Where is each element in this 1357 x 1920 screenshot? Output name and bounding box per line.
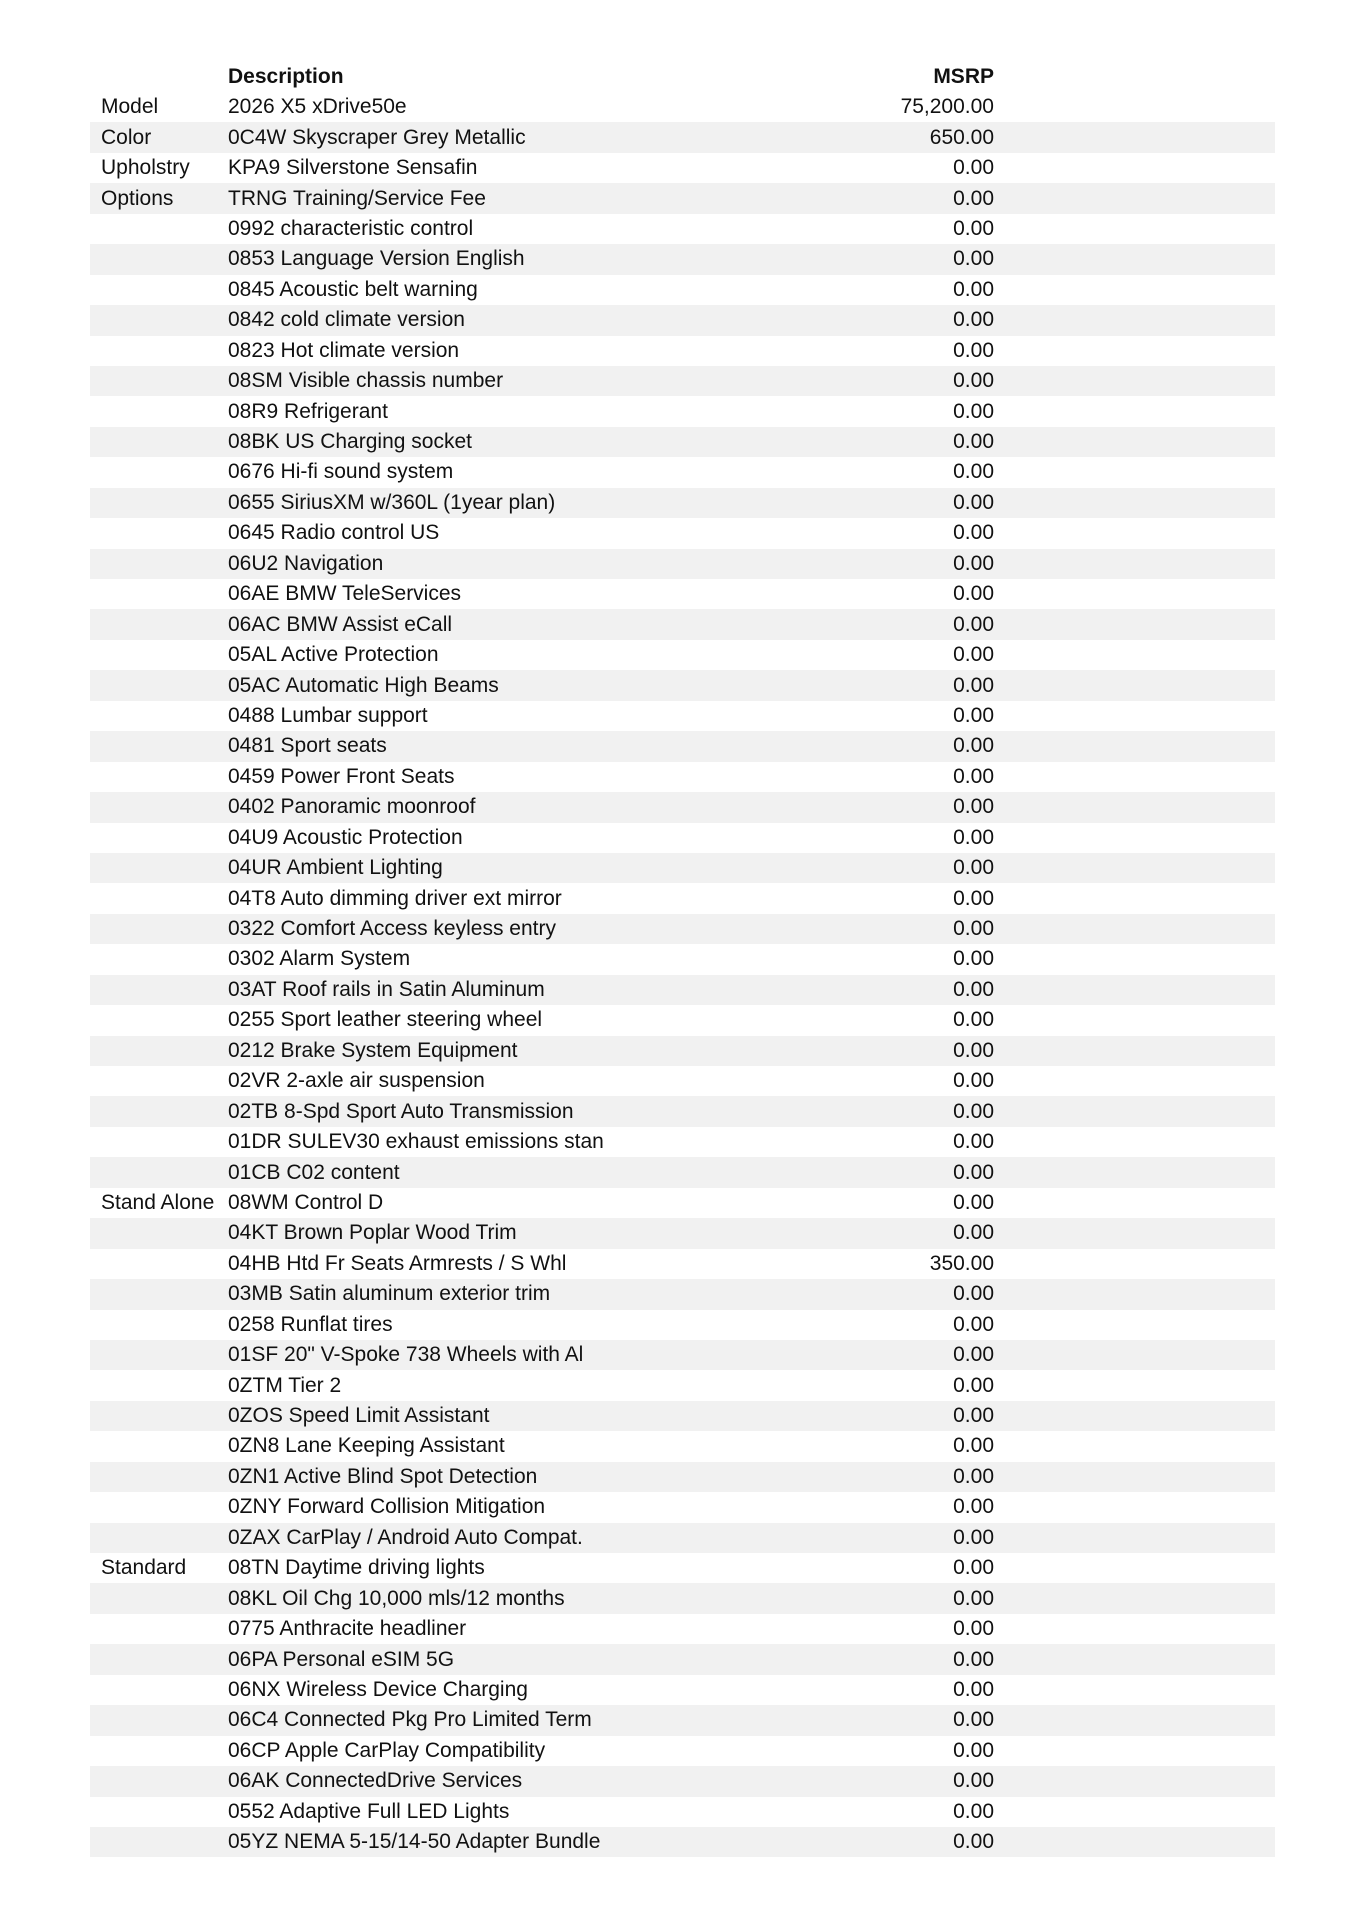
- row-description: 0842 cold climate version: [228, 308, 465, 332]
- row-msrp: 0.00: [953, 703, 994, 727]
- table-row: [90, 488, 1275, 518]
- table-row: [90, 579, 1275, 609]
- row-description: TRNG Training/Service Fee: [228, 186, 486, 210]
- table-row: [90, 1218, 1275, 1248]
- row-msrp: 0.00: [953, 1464, 994, 1488]
- table-row: [90, 1736, 1275, 1766]
- row-description: 06CP Apple CarPlay Compatibility: [228, 1738, 546, 1762]
- row-description: 0ZN8 Lane Keeping Assistant: [228, 1434, 505, 1458]
- row-description: 0ZOS Speed Limit Assistant: [228, 1404, 490, 1428]
- row-description: 08SM Visible chassis number: [228, 369, 504, 393]
- msrp-header: MSRP: [933, 65, 994, 88]
- row-msrp: 0.00: [953, 460, 994, 484]
- row-msrp: 0.00: [953, 1343, 994, 1367]
- row-msrp: 0.00: [953, 399, 994, 423]
- table-row: [90, 549, 1275, 579]
- row-msrp: 0.00: [953, 1069, 994, 1093]
- row-category: Color: [101, 125, 152, 149]
- row-description: 04UR Ambient Lighting: [228, 856, 443, 880]
- row-msrp: 0.00: [953, 856, 994, 880]
- row-msrp: 0.00: [953, 1830, 994, 1854]
- table-row: [90, 457, 1275, 487]
- row-description: 0459 Power Front Seats: [228, 764, 455, 788]
- row-description: 02TB 8-Spd Sport Auto Transmission: [228, 1099, 574, 1123]
- row-description: 05AL Active Protection: [228, 643, 439, 667]
- row-msrp: 650.00: [929, 125, 994, 149]
- row-description: 0845 Acoustic belt warning: [228, 277, 478, 301]
- table-row: [90, 1583, 1275, 1613]
- row-description: 08R9 Refrigerant: [228, 399, 388, 423]
- table-row: [90, 1036, 1275, 1066]
- row-description: 0212 Brake System Equipment: [228, 1038, 518, 1062]
- table-row: [90, 914, 1275, 944]
- table-row: [90, 122, 1275, 152]
- table-row: [90, 1188, 1275, 1218]
- row-description: 0302 Alarm System: [228, 947, 411, 971]
- table-row: [90, 1401, 1275, 1431]
- row-msrp: 0.00: [953, 1312, 994, 1336]
- row-description: 06AC BMW Assist eCall: [228, 612, 453, 636]
- row-msrp: 0.00: [953, 369, 994, 393]
- row-description: 04T8 Auto dimming driver ext mirror: [228, 886, 562, 910]
- row-description: 0775 Anthracite headliner: [228, 1617, 467, 1641]
- row-msrp: 0.00: [953, 612, 994, 636]
- table-row: [90, 1553, 1275, 1583]
- row-msrp: 0.00: [953, 1647, 994, 1671]
- row-description: 06U2 Navigation: [228, 551, 384, 575]
- row-category: Options: [101, 186, 174, 210]
- table-row: [90, 762, 1275, 792]
- row-description: 0ZN1 Active Blind Spot Detection: [228, 1464, 538, 1488]
- row-msrp: 0.00: [953, 582, 994, 606]
- row-description: 03MB Satin aluminum exterior trim: [228, 1282, 551, 1306]
- row-description: 0255 Sport leather steering wheel: [228, 1008, 543, 1032]
- row-description: 2026 X5 xDrive50e: [228, 95, 407, 119]
- row-description: 0992 characteristic control: [228, 216, 474, 240]
- row-msrp: 0.00: [953, 1525, 994, 1549]
- table-row: [90, 1766, 1275, 1796]
- row-msrp: 0.00: [953, 338, 994, 362]
- row-msrp: 0.00: [953, 216, 994, 240]
- table-row: [90, 1340, 1275, 1370]
- row-description: 0823 Hot climate version: [228, 338, 460, 362]
- table-row: [90, 1675, 1275, 1705]
- row-msrp: 0.00: [953, 1769, 994, 1793]
- row-description: 02VR 2-axle air suspension: [228, 1069, 485, 1093]
- row-description: 0ZAX CarPlay / Android Auto Compat.: [228, 1525, 583, 1549]
- row-msrp: 75,200.00: [900, 95, 994, 119]
- table-row: [90, 1431, 1275, 1461]
- table-row: [90, 183, 1275, 213]
- row-category: Standard: [101, 1556, 187, 1580]
- row-msrp: 0.00: [953, 247, 994, 271]
- row-description: 0853 Language Version English: [228, 247, 525, 271]
- row-description: 06C4 Connected Pkg Pro Limited Term: [228, 1708, 592, 1732]
- row-category: Model: [101, 95, 159, 119]
- row-msrp: 0.00: [953, 156, 994, 180]
- table-row: [90, 1310, 1275, 1340]
- table-row: [90, 701, 1275, 731]
- table-row: [90, 731, 1275, 761]
- table-row: [90, 244, 1275, 274]
- row-description: 01SF 20" V-Spoke 738 Wheels with Al: [228, 1343, 584, 1367]
- row-msrp: 0.00: [953, 734, 994, 758]
- row-description: 0676 Hi-fi sound system: [228, 460, 454, 484]
- row-description: 08WM Control D: [228, 1190, 384, 1214]
- table-row: [90, 1066, 1275, 1096]
- row-description: 0C4W Skyscraper Grey Metallic: [228, 125, 526, 149]
- description-header: Description: [228, 65, 344, 88]
- row-description: 0ZNY Forward Collision Mitigation: [228, 1495, 546, 1519]
- table-row: [90, 366, 1275, 396]
- row-description: 04HB Htd Fr Seats Armrests / S Whl: [228, 1251, 567, 1275]
- row-category: Stand Alone: [101, 1190, 215, 1214]
- table-row: [90, 1827, 1275, 1857]
- table-row: [90, 1797, 1275, 1827]
- row-msrp: 0.00: [953, 430, 994, 454]
- table-row: [90, 518, 1275, 548]
- table-row: [90, 1492, 1275, 1522]
- table-row: [90, 1523, 1275, 1553]
- row-description: 0655 SiriusXM w/360L (1year plan): [228, 490, 556, 514]
- row-description: 08TN Daytime driving lights: [228, 1556, 485, 1580]
- table-row: [90, 1462, 1275, 1492]
- row-description: 06AK ConnectedDrive Services: [228, 1769, 523, 1793]
- row-msrp: 0.00: [953, 825, 994, 849]
- row-msrp: 0.00: [953, 1038, 994, 1062]
- row-description: 0258 Runflat tires: [228, 1312, 393, 1336]
- table-row: [90, 153, 1275, 183]
- table-row: [90, 609, 1275, 639]
- row-description: 01CB C02 content: [228, 1160, 400, 1184]
- row-description: 0ZTM Tier 2: [228, 1373, 342, 1397]
- row-msrp: 0.00: [953, 1434, 994, 1458]
- row-msrp: 0.00: [953, 308, 994, 332]
- row-description: 0552 Adaptive Full LED Lights: [228, 1799, 510, 1823]
- row-description: 06AE BMW TeleServices: [228, 582, 462, 606]
- table-row: [90, 1279, 1275, 1309]
- price-sheet: [90, 62, 1275, 1857]
- row-category: Upholstry: [101, 156, 190, 180]
- row-description: 04U9 Acoustic Protection: [228, 825, 463, 849]
- table-row: [90, 1005, 1275, 1035]
- table-row: [90, 792, 1275, 822]
- row-description: 05YZ NEMA 5-15/14-50 Adapter Bundle: [228, 1830, 601, 1854]
- row-description: 0322 Comfort Access keyless entry: [228, 917, 556, 941]
- row-description: 08KL Oil Chg 10,000 mls/12 months: [228, 1586, 565, 1610]
- row-msrp: 0.00: [953, 1099, 994, 1123]
- row-msrp: 0.00: [953, 886, 994, 910]
- table-row: [90, 1096, 1275, 1126]
- table-row: [90, 975, 1275, 1005]
- row-msrp: 0.00: [953, 1221, 994, 1245]
- row-msrp: 0.00: [953, 1130, 994, 1154]
- row-msrp: 0.00: [953, 186, 994, 210]
- row-description: 0402 Panoramic moonroof: [228, 795, 476, 819]
- row-msrp: 0.00: [953, 521, 994, 545]
- row-msrp: 0.00: [953, 977, 994, 1001]
- row-msrp: 0.00: [953, 1708, 994, 1732]
- table-row: [90, 305, 1275, 335]
- row-description: 08BK US Charging socket: [228, 430, 472, 454]
- row-msrp: 0.00: [953, 1586, 994, 1610]
- table-row: [90, 1157, 1275, 1187]
- row-description: 04KT Brown Poplar Wood Trim: [228, 1221, 517, 1245]
- row-msrp: 0.00: [953, 277, 994, 301]
- row-msrp: 0.00: [953, 947, 994, 971]
- row-msrp: 0.00: [953, 795, 994, 819]
- row-msrp: 0.00: [953, 764, 994, 788]
- table-row: [90, 396, 1275, 426]
- table-row: [90, 640, 1275, 670]
- row-description: 05AC Automatic High Beams: [228, 673, 499, 697]
- row-msrp: 0.00: [953, 1008, 994, 1032]
- table-row: [90, 1644, 1275, 1674]
- table-row: [90, 427, 1275, 457]
- row-description: 03AT Roof rails in Satin Aluminum: [228, 977, 545, 1001]
- table-row: [90, 1127, 1275, 1157]
- row-msrp: 0.00: [953, 1738, 994, 1762]
- table-row: [90, 214, 1275, 244]
- row-msrp: 0.00: [953, 1677, 994, 1701]
- row-description: 06NX Wireless Device Charging: [228, 1677, 528, 1701]
- row-msrp: 0.00: [953, 643, 994, 667]
- row-description: 0645 Radio control US: [228, 521, 440, 545]
- table-header: [90, 62, 1275, 92]
- table-row: [90, 944, 1275, 974]
- table-row: [90, 1705, 1275, 1735]
- table-row: [90, 670, 1275, 700]
- row-msrp: 0.00: [953, 1282, 994, 1306]
- row-description: 06PA Personal eSIM 5G: [228, 1647, 455, 1671]
- row-msrp: 350.00: [929, 1251, 994, 1275]
- row-msrp: 0.00: [953, 551, 994, 575]
- table-row: [90, 336, 1275, 366]
- row-msrp: 0.00: [953, 490, 994, 514]
- row-msrp: 0.00: [953, 1495, 994, 1519]
- row-msrp: 0.00: [953, 1799, 994, 1823]
- row-description: 01DR SULEV30 exhaust emissions stan: [228, 1130, 604, 1154]
- row-msrp: 0.00: [953, 1404, 994, 1428]
- row-msrp: 0.00: [953, 1160, 994, 1184]
- table-row: [90, 853, 1275, 883]
- row-msrp: 0.00: [953, 1556, 994, 1580]
- line-items: [90, 92, 1275, 1857]
- table-row: [90, 1614, 1275, 1644]
- table-row: [90, 823, 1275, 853]
- row-msrp: 0.00: [953, 917, 994, 941]
- table-row: [90, 883, 1275, 913]
- table-row: [90, 92, 1275, 122]
- table-row: [90, 1370, 1275, 1400]
- row-msrp: 0.00: [953, 1190, 994, 1214]
- row-msrp: 0.00: [953, 673, 994, 697]
- table-row: [90, 1249, 1275, 1279]
- row-msrp: 0.00: [953, 1617, 994, 1641]
- row-msrp: 0.00: [953, 1373, 994, 1397]
- table-row: [90, 275, 1275, 305]
- row-description: 0481 Sport seats: [228, 734, 387, 758]
- row-description: 0488 Lumbar support: [228, 703, 428, 727]
- row-description: KPA9 Silverstone Sensafin: [228, 156, 478, 180]
